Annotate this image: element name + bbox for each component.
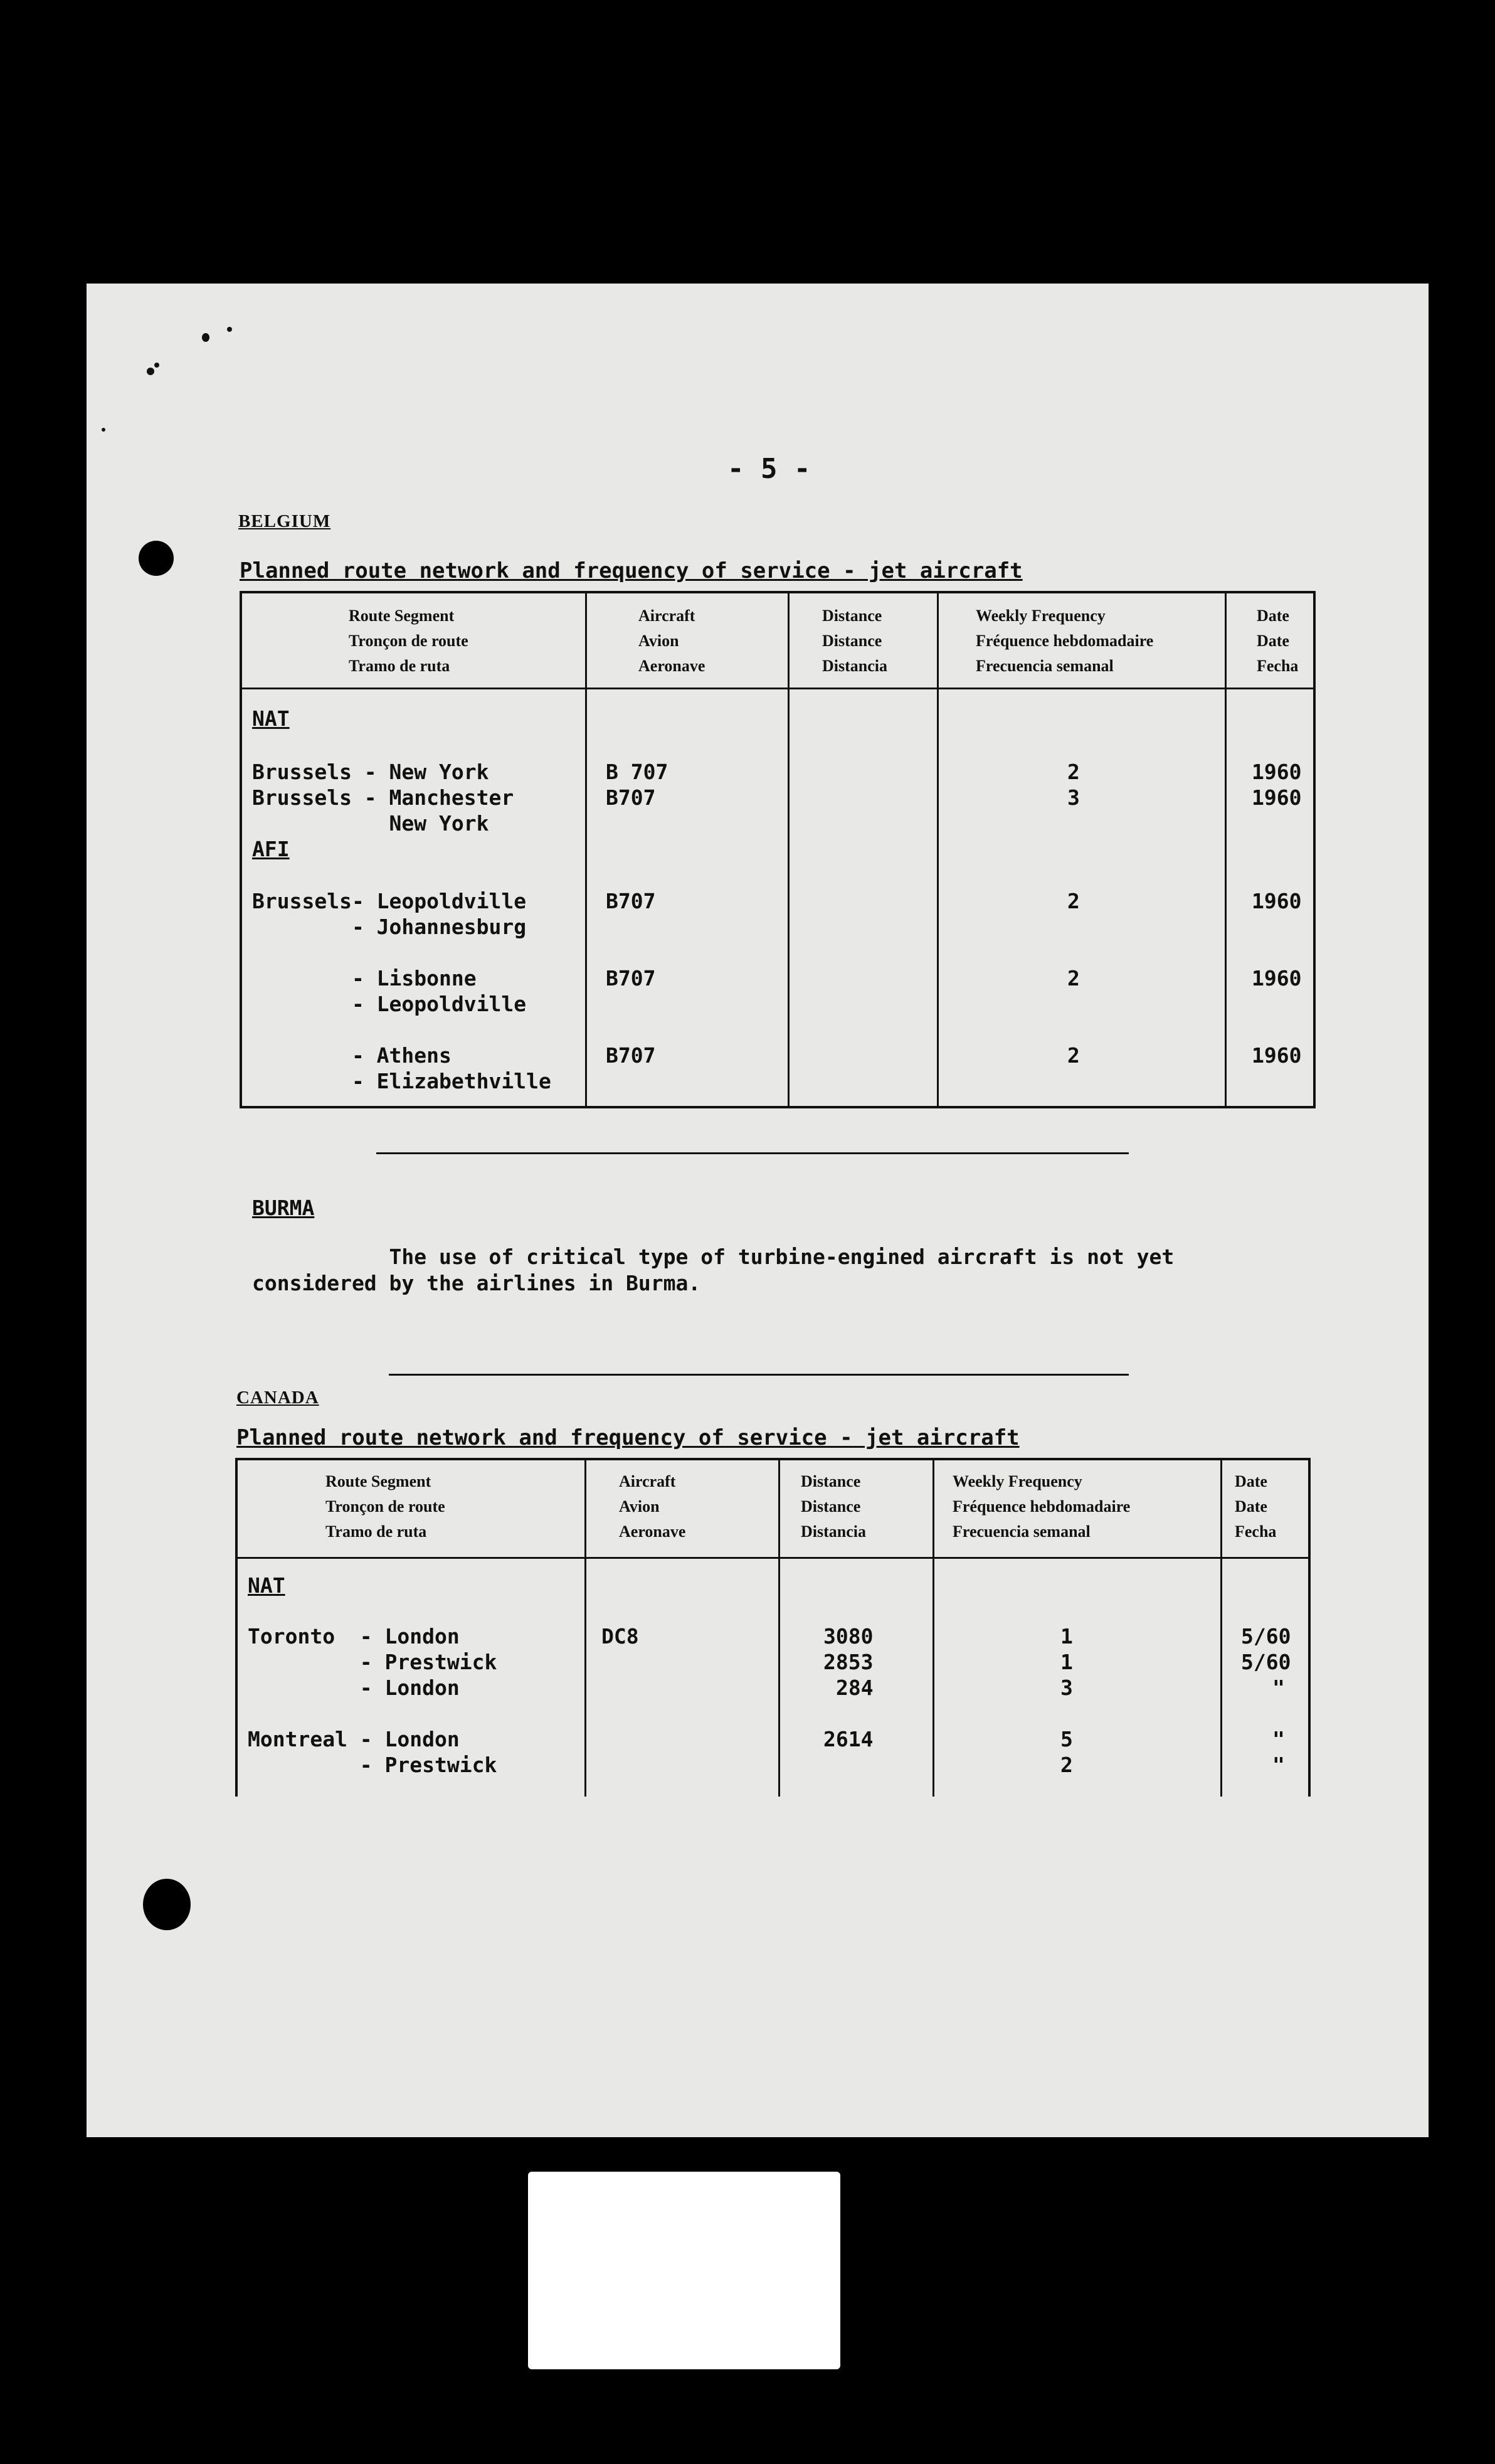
page-number: - 5 -	[727, 453, 811, 485]
speck	[227, 327, 232, 332]
column-header-aircraft: Aircraft Avion Aeronave	[638, 607, 705, 675]
table-heading-belgium: Planned route network and frequency of service - jet aircraft	[240, 558, 1023, 583]
column-header-route: Route Segment Tronçon de route Tramo de ruta	[325, 1472, 445, 1541]
column-header-distance: Distance Distance Distancia	[822, 607, 887, 675]
country-title-burma: BURMA	[252, 1196, 315, 1220]
route-table-belgium: Route Segment Tronçon de route Tramo de ruta Aircraft Avion Aeronave Distance Distance Distancia Weekly Frequency Fréquence hebdomadaire Frecuencia semanal Date Date Fecha NAT AFI Brussels - New York B 707 2 1960 Brussels - Manchester New York B707 3 1960 Brussels- Leopoldville - Johannesburg B707 2 1960 - Lisbonne - Leopoldville B707 2 1960 - Athens - Elizabethville B707 2 1960	[240, 591, 1316, 1108]
speck	[147, 368, 154, 375]
country-title-canada: CANADA	[236, 1388, 319, 1408]
column-header-distance: Distance Distance Distancia	[801, 1472, 866, 1541]
country-title-belgium: BELGIUM	[238, 511, 331, 531]
section-label-nat: NAT	[248, 1573, 285, 1598]
punch-hole	[143, 1879, 191, 1930]
burma-paragraph: The use of critical type of turbine-engined aircraft is not yet considered by the airlines in Burma.	[252, 1245, 1175, 1295]
column-header-route: Route Segment Tronçon de route Tramo de ruta	[349, 607, 468, 675]
route-table-canada: Route Segment Tronçon de route Tramo de ruta Aircraft Avion Aeronave Distance Distance Distancia Weekly Frequency Fréquence hebdomadaire Frecuencia semanal Date Date Fecha NAT Toronto - London DC8 3080 1 5/60 - Prestwick 2853 1 5/60 - London 284 3 " Montreal - London 2614 5 " - Prestwick 2 "	[235, 1458, 1311, 1797]
speck	[154, 363, 159, 368]
speck	[102, 428, 105, 432]
separator-rule	[376, 1152, 1129, 1154]
separator-rule	[389, 1374, 1129, 1376]
film-label-card	[528, 2172, 840, 2369]
speck	[202, 333, 209, 342]
column-header-frequency: Weekly Frequency Fréquence hebdomadaire Frecuencia semanal	[953, 1472, 1131, 1541]
section-label-nat: NAT	[252, 706, 290, 731]
section-label-afi: AFI	[252, 837, 290, 861]
column-header-date: Date Date Fecha	[1235, 1472, 1277, 1541]
column-header-frequency: Weekly Frequency Fréquence hebdomadaire Frecuencia semanal	[976, 607, 1154, 675]
table-heading-canada: Planned route network and frequency of service - jet aircraft	[236, 1425, 1020, 1450]
column-header-date: Date Date Fecha	[1257, 607, 1299, 675]
punch-hole	[139, 541, 174, 576]
column-header-aircraft: Aircraft Avion Aeronave	[619, 1472, 686, 1541]
